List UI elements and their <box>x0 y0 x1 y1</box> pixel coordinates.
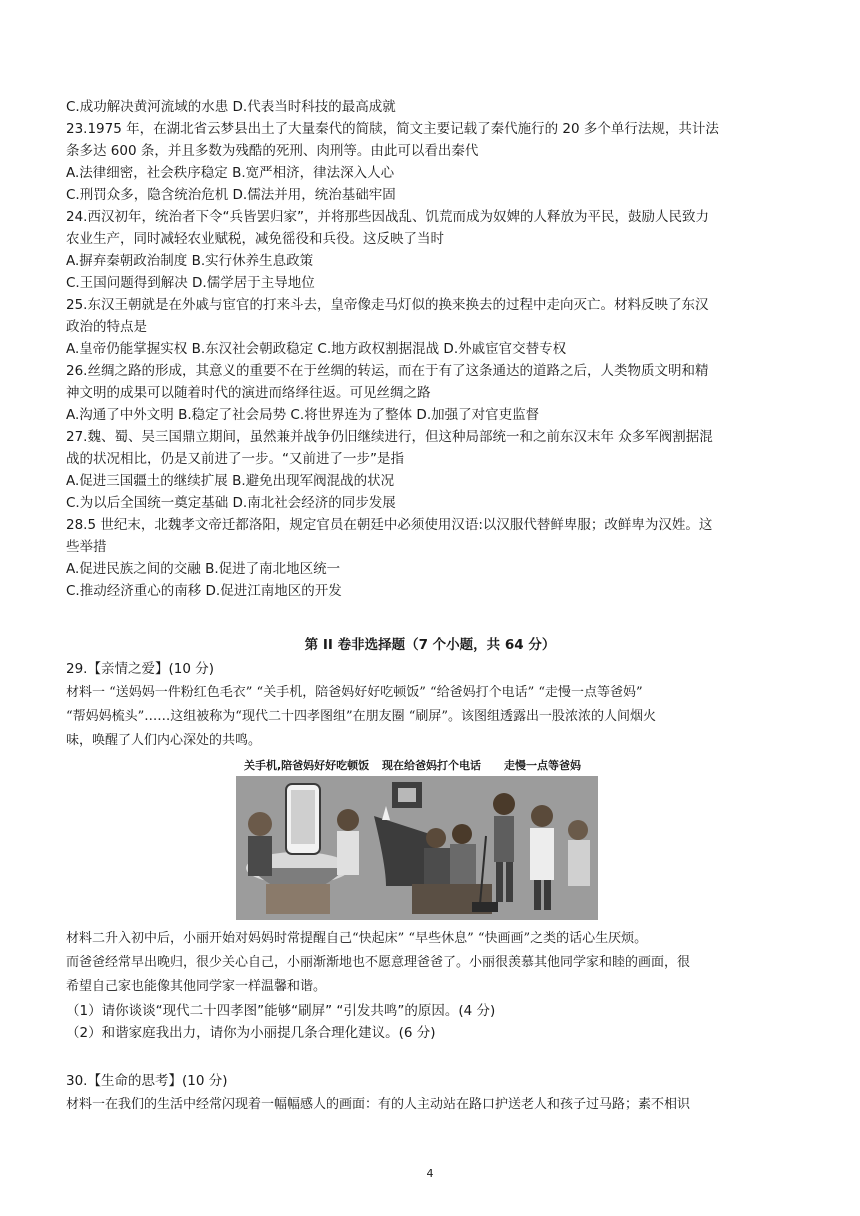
q25-stem-line1: 25.东汉王朝就是在外戚与宦官的打来斗去，皇帝像走马灯似的换来换去的过程中走向灭亡。材料反映了东汉 <box>66 297 709 313</box>
q29-subquestion-2: （2）和谐家庭我出力，请你为小丽提几条合理化建议。(6 分) <box>66 1025 436 1041</box>
q28-options-cd: C.推动经济重心的南移 D.促进江南地区的开发 <box>66 583 342 599</box>
q26-options: A.沟通了中外文明 B.稳定了社会局势 C.将世界连为了整体 D.加强了对官吏监督 <box>66 407 540 423</box>
q24-options-cd: C.王国问题得到解决 D.儒学居于主导地位 <box>66 275 315 291</box>
q27-options-cd: C.为以后全国统一奠定基础 D.南北社会经济的同步发展 <box>66 495 396 511</box>
q23-stem-line1: 23.1975 年，在湖北省云梦县出土了大量秦代的简牍，简文主要记载了秦代施行的 20 多个单行法规，共计法 <box>66 121 719 137</box>
q22-options-cd: C.成功解决黄河流域的水患 D.代表当时科技的最高成就 <box>66 99 396 115</box>
q29-subquestion-1: （1）请你谈谈“现代二十四孝图”能够“刷屏” “引发共鸣”的原因。(4 分) <box>66 1003 496 1019</box>
q29-material2-line3: 希望自己家也能像其他同学家一样温馨和谐。 <box>66 979 327 994</box>
q29-heading: 29.【亲情之爱】(10 分) <box>66 661 214 677</box>
q29-material1-line2: “帮妈妈梳头”……这组被称为“现代二十四孝图组”在朋友圈 “刷屏”。该图组透露出一股浓浓的人间烟火 <box>66 709 657 724</box>
q27-stem-line1: 27.魏、蜀、吴三国鼎立期间，虽然兼并战争仍旧继续进行，但这种局部统一和之前东汉末年 众多军阀割据混 <box>66 429 713 445</box>
q28-options-ab: A.促进民族之间的交融 B.促进了南北地区统一 <box>66 561 341 577</box>
q29-material2-line1: 材料二升入初中后，小丽开始对妈妈时常提醒自己“快起床” “早些休息” “快画画”之类的话心生厌烦。 <box>66 931 648 946</box>
figure-caption-right: 走慢一点等爸妈 <box>504 759 581 772</box>
q29-material1-line3: 味，唤醒了人们内心深处的共鸣。 <box>66 733 262 748</box>
q25-options: A.皇帝仍能掌握实权 B.东汉社会朝政稳定 C.地方政权割据混战 D.外戚宦官交替专权 <box>66 341 567 357</box>
q24-stem-line2: 农业生产，同时减轻农业赋税，减免徭役和兵役。这反映了当时 <box>66 231 444 247</box>
q23-options-ab: A.法律细密，社会秩序稳定 B.宽严相济，律法深入人心 <box>66 165 395 181</box>
q28-stem-line2: 些举措 <box>66 539 107 555</box>
q26-stem-line1: 26.丝绸之路的形成，其意义的重要不在于丝绸的转运，而在于有了这条通达的道路之后，人类物质文明和精 <box>66 363 709 379</box>
q29-material2-line2: 而爸爸经常早出晚归，很少关心自己，小丽渐渐地也不愿意理爸爸了。小丽很羡慕其他同学家和睦的画面，很 <box>66 955 691 970</box>
q28-stem-line1: 28.5 世纪末，北魏孝文帝迁都洛阳，规定官员在朝廷中必须使用汉语:以汉服代替鲜卑服；改鲜卑为汉姓。这 <box>66 517 713 533</box>
q30-heading: 30.【生命的思考】(10 分) <box>66 1073 228 1089</box>
figure-drawing <box>236 776 598 920</box>
q23-stem-line2: 条多达 600 条，并且多数为残酷的死刑、肉刑等。由此可以看出秦代 <box>66 143 479 159</box>
page-number: 4 <box>426 1167 434 1180</box>
q26-stem-line2: 神文明的成果可以随着时代的演进而络绎往返。可见丝绸之路 <box>66 385 431 401</box>
q30-material1-line1: 材料一在我们的生活中经常闪现着一幅幅感人的画面：有的人主动站在路口护送老人和孩子过马路；素不相识 <box>66 1097 691 1112</box>
figure-caption-left: 关手机,陪爸妈好好吃顿饭 <box>244 759 370 772</box>
q27-stem-line2: 战的状况相比，仍是又前进了一步。“又前进了一步”是指 <box>66 451 404 467</box>
q24-stem-line1: 24.西汉初年，统治者下令“兵皆罢归家”，并将那些因战乱、饥荒而成为奴婢的人释放为平民，鼓励人民致力 <box>66 209 709 225</box>
filial-piety-illustration <box>236 758 598 920</box>
q27-options-ab: A.促进三国疆土的继续扩展 B.避免出现军阀混战的状况 <box>66 473 395 489</box>
q29-material1-line1: 材料一 “送妈妈一件粉红色毛衣” “关手机，陪爸妈好好吃顿饭” “给爸妈打个电话” “走慢一点等爸妈” <box>66 685 643 700</box>
section-2-title: 第 II 卷非选择题（7 个小题，共 64 分） <box>304 637 556 653</box>
figure-scene <box>236 776 598 920</box>
figure-caption-middle: 现在给爸妈打个电话 <box>382 759 481 772</box>
q23-options-cd: C.刑罚众多，隐含统治危机 D.儒法并用，统治基础牢固 <box>66 187 396 203</box>
q24-options-ab: A.摒弃秦朝政治制度 B.实行休养生息政策 <box>66 253 314 269</box>
q25-stem-line2: 政治的特点是 <box>66 319 147 335</box>
